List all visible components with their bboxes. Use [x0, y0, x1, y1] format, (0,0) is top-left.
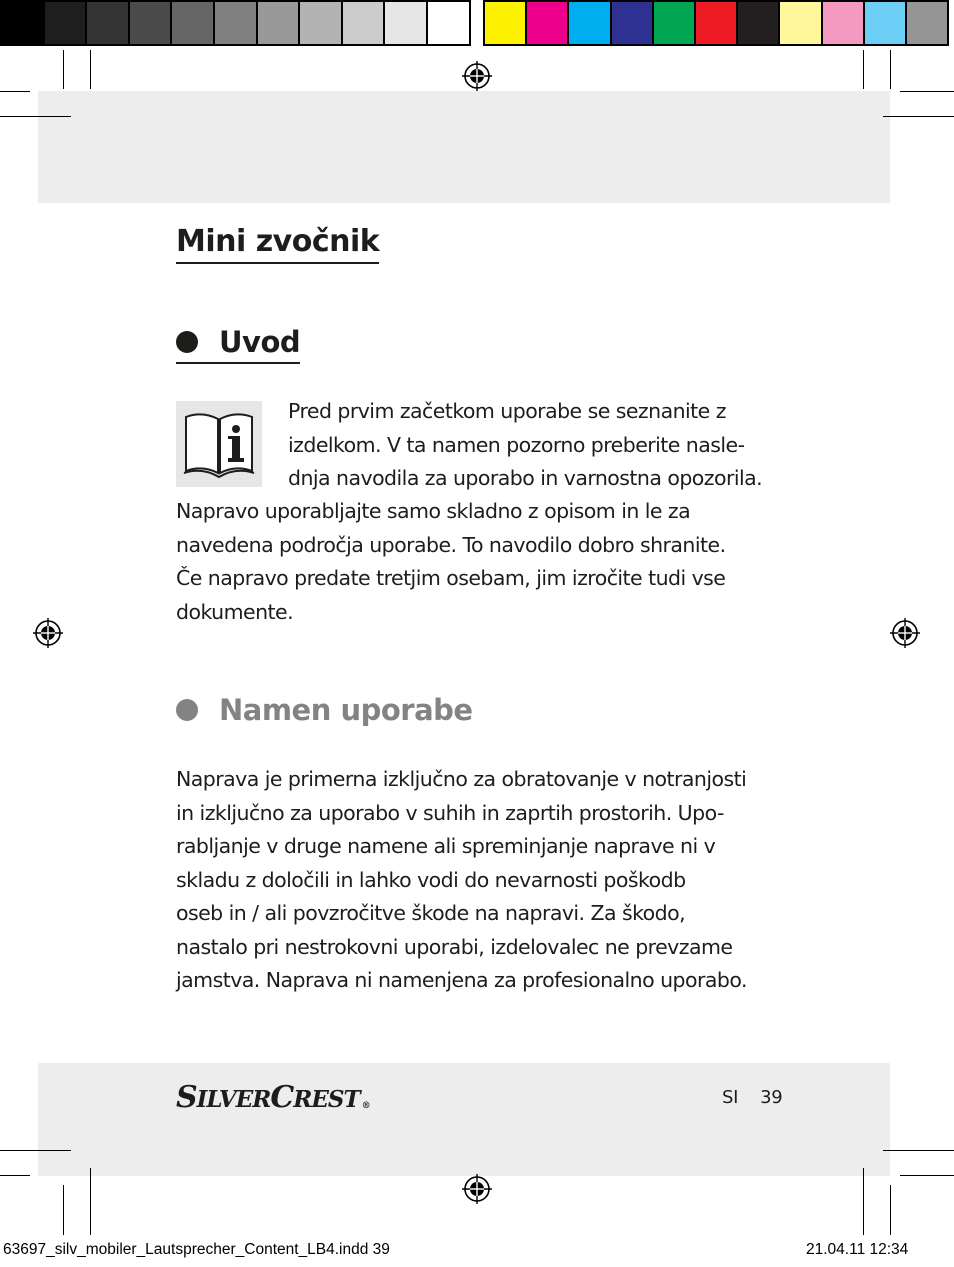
registration-mark-icon — [462, 61, 492, 91]
silvercrest-logo — [176, 1080, 370, 1118]
crop-mark — [63, 50, 64, 89]
color-swatch — [85, 0, 130, 46]
color-swatch — [736, 0, 780, 46]
color-swatch — [43, 0, 88, 46]
logo-text: ILVER — [196, 1086, 271, 1113]
logo-text: REST — [293, 1086, 360, 1113]
color-swatch — [778, 0, 822, 46]
section-heading-text: Namen uporabe — [219, 693, 473, 727]
text-line: rabljanje v druge namene ali spreminjanje naprave ni v — [176, 834, 716, 858]
crop-mark — [900, 1175, 954, 1176]
logo-text: S — [176, 1080, 197, 1115]
crop-mark — [0, 1175, 30, 1176]
color-swatch — [341, 0, 386, 46]
color-swatch — [821, 0, 865, 46]
page-number: 39 — [760, 1087, 783, 1108]
crop-mark — [863, 50, 864, 89]
color-swatch — [483, 0, 527, 46]
text-line: skladu z določili in lahko vodi do nevarnosti poškodb — [176, 867, 686, 892]
crop-mark — [90, 50, 91, 89]
bullet-icon — [176, 331, 198, 353]
intro-paragraph — [176, 495, 786, 629]
crop-mark — [63, 1185, 64, 1235]
color-swatch — [567, 0, 611, 46]
language-code: SI — [722, 1087, 739, 1108]
footer-band — [38, 1063, 890, 1176]
slug-datetime: 21.04.11 12:34 — [806, 1241, 909, 1258]
color-swatch — [0, 0, 45, 46]
text-line: navedena področja uporabe. To navodilo dobro shranite. — [176, 532, 726, 557]
grayscale-color-bar — [0, 0, 469, 46]
color-swatch — [383, 0, 428, 46]
info-book-icon — [176, 401, 262, 487]
crop-mark — [883, 1150, 954, 1151]
section-heading-intro — [176, 324, 300, 364]
page-title: Mini zvočnik — [176, 224, 379, 264]
crop-mark — [900, 91, 954, 92]
text-line: izdelkom. V ta namen pozorno preberite nasle- — [288, 432, 745, 457]
text-line: dokumente. — [176, 599, 294, 624]
text-line: dnja navodila za uporabo in varnostna opozorila. — [288, 466, 763, 490]
text-line: Če napravo predate tretjim osebam, jim izročite tudi vse — [176, 566, 726, 590]
color-swatch — [610, 0, 654, 46]
intro-lead-paragraph — [288, 395, 788, 496]
text-line: in izključno za uporabo v suhih in zaprtih prostorih. Upo- — [176, 800, 724, 825]
crop-mark — [0, 91, 30, 92]
text-line: Pred prvim začetkom uporabe se seznanite z — [288, 399, 726, 423]
color-swatch — [694, 0, 738, 46]
registration-mark-icon — [462, 1174, 492, 1204]
color-swatch — [905, 0, 949, 46]
crop-mark — [890, 1185, 891, 1235]
crop-mark — [890, 50, 891, 89]
crop-mark — [863, 1168, 864, 1235]
color-swatch — [426, 0, 471, 46]
page-info — [722, 1087, 782, 1108]
text-line: jamstva. Naprava ni namenjena za profesionalno uporabo. — [176, 968, 747, 992]
logo-text: C — [270, 1080, 294, 1115]
color-swatch — [863, 0, 907, 46]
text-line: oseb in / ali povzročitve škode na napravi. Za škodo, — [176, 901, 686, 925]
process-color-bar — [483, 0, 947, 46]
section-heading-usage — [176, 692, 473, 728]
slug-filename: 63697_silv_mobiler_Lautsprecher_Content_LB4.indd 39 — [3, 1241, 390, 1258]
crop-mark — [0, 1150, 71, 1151]
header-band — [38, 91, 890, 203]
usage-paragraph — [176, 763, 786, 998]
crop-mark — [883, 116, 954, 117]
text-line: Napravo uporabljajte samo skladno z opisom in le za — [176, 499, 691, 523]
color-swatch — [256, 0, 301, 46]
color-swatch — [652, 0, 696, 46]
text-line: nastalo pri nestrokovni uporabi, izdelovalec ne prevzame — [176, 934, 733, 959]
text-line: Naprava je primerna izključno za obratovanje v notranjosti — [176, 767, 747, 791]
registration-mark-icon — [33, 618, 63, 648]
registered-mark: ® — [361, 1101, 370, 1111]
section-heading-text: Uvod — [219, 325, 301, 359]
bullet-icon — [176, 699, 198, 721]
crop-mark — [90, 1168, 91, 1235]
color-swatch — [128, 0, 173, 46]
color-swatch — [213, 0, 258, 46]
color-swatch — [525, 0, 569, 46]
registration-mark-icon — [890, 618, 920, 648]
color-swatch — [298, 0, 343, 46]
crop-mark — [0, 116, 71, 117]
color-swatch — [170, 0, 215, 46]
